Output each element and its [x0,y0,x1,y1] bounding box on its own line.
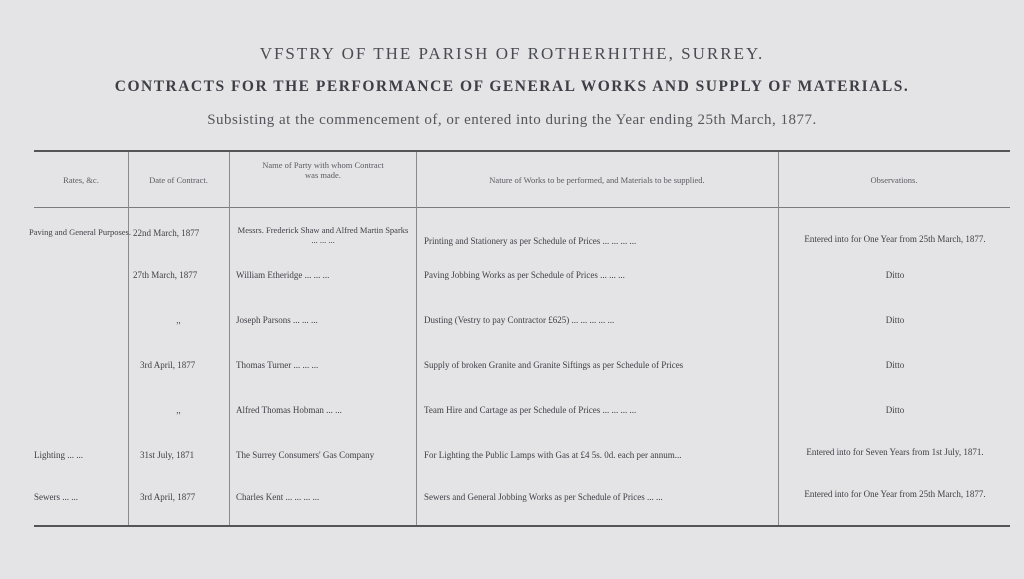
row3-nature: Dusting (Vestry to pay Contractor £625) ... ... ... ... ... [424,315,615,325]
row2-nature: Paving Jobbing Works as per Schedule of Prices ... ... ... [424,270,625,280]
row7-party: Charles Kent ... ... ... ... [236,492,320,502]
row7-rates: Sewers ... ... [34,492,78,502]
row3-observations: Ditto [885,315,905,325]
row1-date: 22nd March, 1877 [133,228,200,238]
header-party: Name of Party with whom Contract was made. [262,160,384,180]
table-bottom-rule [34,525,1010,527]
row5-party: Alfred Thomas Hobman ... ... [236,405,342,415]
row6-observations: Entered into for Seven Years from 1st July, 1871. [806,447,984,457]
row1-nature: Printing and Stationery as per Schedule of Prices ... ... ... ... [424,236,637,246]
row4-date: 3rd April, 1877 [140,360,196,370]
row1-rates: Paving and General Purposes. [29,227,131,237]
col-divider-3 [416,152,417,525]
row4-observations: Ditto [885,360,905,370]
header-date: Date of Contract. [149,175,208,185]
col-divider-1 [128,152,129,525]
row4-nature: Supply of broken Granite and Granite Siftings as per Schedule of Prices [424,360,684,370]
row5-date: ,, [176,405,181,415]
row7-date: 3rd April, 1877 [140,492,196,502]
row2-date: 27th March, 1877 [133,270,198,280]
row5-observations: Ditto [885,405,905,415]
contracts-title: CONTRACTS FOR THE PERFORMANCE OF GENERAL WORKS AND SUPPLY OF MATERIALS. [114,78,910,95]
row6-nature: For Lighting the Public Lamps with Gas at £4 5s. 0d. each per annum... [424,450,682,460]
row6-party: The Surrey Consumers' Gas Company [236,450,375,460]
header-bottom-rule [34,207,1010,208]
row1-observations: Entered into for One Year from 25th March, 1877. [804,234,986,244]
header-rates: Rates, &c. [63,175,99,185]
row7-observations: Entered into for One Year from 25th March, 1877. [804,489,986,499]
row5-nature: Team Hire and Cartage as per Schedule of Prices ... ... ... ... [424,405,637,415]
row1-party: Messrs. Frederick Shaw and Alfred Martin Sparks ... ... ... [237,225,409,245]
row2-party: William Etheridge ... ... ... [236,270,330,280]
parish-title: VFSTRY OF THE PARISH OF ROTHERHITHE, SURREY. [259,44,765,63]
col-divider-2 [229,152,230,525]
row2-observations: Ditto [885,270,905,280]
header-observations: Observations. [870,175,918,185]
row3-date: ,, [176,315,181,325]
row4-party: Thomas Turner ... ... ... [236,360,319,370]
header-nature: Nature of Works to be performed, and Materials to be supplied. [489,175,705,185]
subtitle: Subsisting at the commencement of, or entered into during the Year ending 25th March, 1877. [207,112,817,128]
row6-rates: Lighting ... ... [34,450,83,460]
row7-nature: Sewers and General Jobbing Works as per Schedule of Prices ... ... [424,492,663,502]
col-divider-4 [778,152,779,525]
row3-party: Joseph Parsons ... ... ... [236,315,318,325]
table-top-rule [34,150,1010,152]
row6-date: 31st July, 1871 [140,450,195,460]
